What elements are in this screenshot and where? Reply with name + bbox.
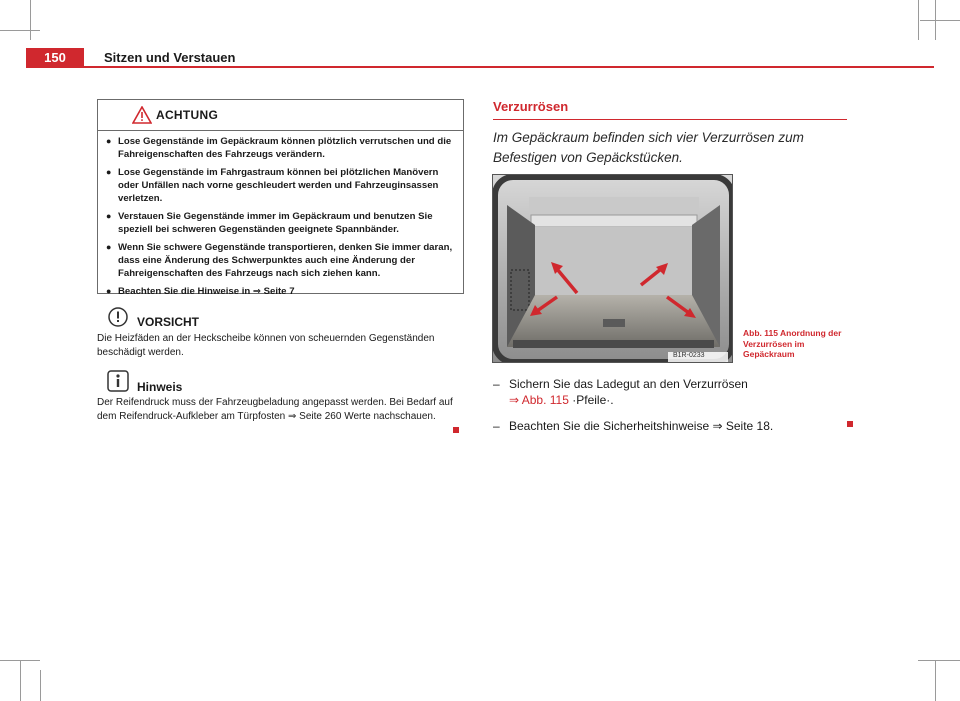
figure-code: B1R-0233 — [673, 352, 705, 359]
instruction-list — [493, 376, 848, 444]
intro-text: Im Gepäckraum befinden sich vier Verzurrösen zum Befestigen von Gepäckstücken. — [493, 130, 804, 165]
crop-mark — [920, 20, 960, 21]
section-heading: Verzurrösen — [493, 99, 847, 120]
info-hint-icon — [107, 370, 129, 392]
hint-text: Der Reifendruck muss der Fahrzeugbeladung angepasst werden. Bei Bedarf auf dem Reifendruck-Aufkleber am Türpfosten ⇒ Seite 260 Werte nachschauen. — [97, 397, 453, 422]
crop-mark — [935, 660, 936, 701]
hint-title: Hinweis — [137, 380, 183, 394]
list-item: ● Lose Gegenstände im Fahrgastraum können bei plötzlichen Manövern oder Unfällen nach vorne geschleudert werden und Fahrzeuginsassen verletzen. — [106, 167, 439, 204]
section-end-mark — [847, 421, 853, 427]
warning-list — [98, 131, 463, 298]
figure-link[interactable]: ⇒ Abb. 115 — [509, 393, 569, 407]
crop-mark — [918, 0, 919, 40]
figure-caption: Abb. 115 Anordnung der Verzurrösen im Gepäckraum — [743, 328, 842, 359]
luggage-compartment-photo — [492, 174, 733, 363]
crop-mark — [918, 660, 960, 661]
section-title: Sitzen und Verstauen — [104, 50, 236, 65]
caution-text: Die Heizfäden an der Heckscheibe können von scheuernden Gegenständen beschädigt werden. — [97, 333, 435, 358]
crop-mark — [0, 30, 40, 31]
list-item: – Beachten Sie die Sicherheitshinweise ⇒ Seite 18. — [493, 419, 774, 433]
list-item: ● Wenn Sie schwere Gegenstände transportieren, denken Sie immer daran, dass eine Änderung des Schwerpunktes auch eine Änderung der Fahreigenschaften des Fahrzeugs nach sich ziehen kann. — [106, 242, 453, 279]
warning-box — [97, 99, 464, 297]
list-item: ● Verstauen Sie Gegenstände immer im Gepäckraum und benutzen Sie speziell bei schweren Gegenständen geeignete Spannbänder. — [106, 211, 433, 235]
warning-title: ACHTUNG — [156, 108, 219, 122]
list-item: ● Lose Gegenstände im Gepäckraum können plötzlich verrutschen und die Fahreigenschaften des Fahrzeugs verändern. — [106, 136, 452, 160]
warning-header — [98, 100, 463, 131]
crop-mark — [40, 670, 41, 701]
exclamation-circle-icon — [107, 306, 129, 328]
caution-title: VORSICHT — [137, 315, 200, 329]
page-number: 150 — [26, 48, 84, 68]
list-item: – Sichern Sie das Ladegut an den Verzurrösen ⇒ Abb. 115 ·Pfeile·. — [493, 377, 748, 407]
list-item: ● Beachten Sie die Hinweise in ⇒ Seite 7 — [106, 286, 295, 297]
crop-mark — [20, 660, 21, 701]
crop-mark — [30, 0, 31, 40]
section-end-mark — [453, 427, 459, 433]
warning-triangle-icon — [132, 106, 152, 124]
